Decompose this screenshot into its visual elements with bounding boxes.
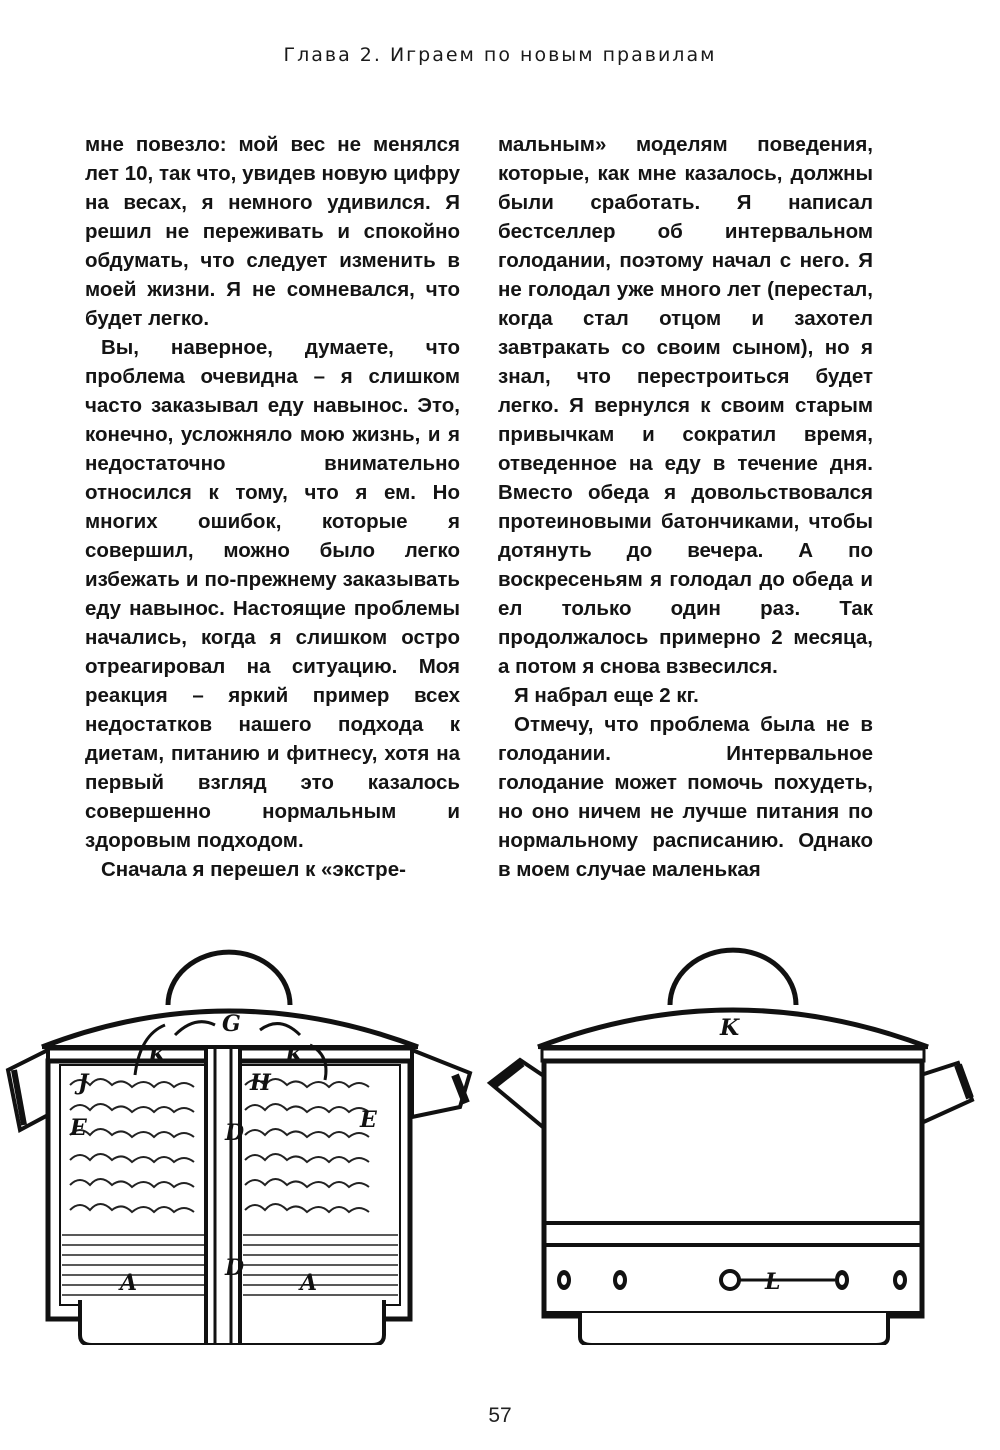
label-a: A (120, 1270, 138, 1296)
label-e: E (360, 1107, 377, 1133)
paragraph: мне повезло: мой вес не менялся лет 10, так что, увидев новую цифру на весах, я немного удивился. Я решил не переживать и спокойно обдумать, что следует изменить в моей жизни. Я не сомневался, что будет легко. (85, 133, 460, 330)
paragraph: мальным» моделям поведения, которые, как мне казалось, должны были сработать. Я написал бестселлер об интервальном голодании, поэтому начал с него. Я не голодал уже много лет (перестал, когда стал отцом и захотел завтракать со своим сыном), но я знал, что перестроиться будет легко. Я вернулся к своим старым привычкам и сократил время, отведенное на еду в течение дня. Вместо обеда я довольствовался протеиновыми батончиками, чтобы дотянуть до вечера. А по воскресеньям я голодал до обеда и ел только один раз. Так продолжалось примерно 2 месяца, а потом я снова взвесился. (498, 133, 873, 678)
label-h: H (250, 1070, 271, 1096)
paragraph: Отмечу, что проблема была не в голодании. Интервальное голодание может помочь похудеть, но оно ничем не лучше питания по нормальному расписанию. Однако в моем случае маленькая (498, 713, 873, 881)
paragraph: Вы, наверное, думаете, что проблема очевидна – я слишком часто заказывал еду навынос. Это, конечно, усложняло мою жизнь, и я недостаточно внимательно относился к тому, что я ем. Но многих ошибок, которые я совершил, можно было легко избежать и по-прежнему заказывать еду навынос. Настоящие проблемы начались, когда я слишком остро отреагировал на ситуацию. Моя реакция – яркий пример всех недостатков нашего подхода к диетам, питанию и фитнесу, хотя на первый взгляд это казалось совершенно нормальным и здоровым подходом. (85, 336, 460, 852)
label-a: A (300, 1270, 318, 1296)
page-number: 57 (488, 1404, 512, 1427)
label-d: D (225, 1120, 245, 1146)
label-l: L (765, 1269, 781, 1295)
label-e: E (70, 1115, 87, 1141)
label-k: K (285, 1043, 305, 1069)
text-column-right (498, 130, 873, 884)
chapter-header: Глава 2. Играем по новым правилам (283, 44, 717, 66)
label-k: K (148, 1043, 168, 1069)
label-g: G (222, 1011, 241, 1037)
pot-exterior-illustration (480, 935, 980, 1345)
paragraph: Я набрал еще 2 кг. (514, 684, 699, 707)
label-d: D (225, 1255, 245, 1281)
label-k: K (720, 1015, 740, 1041)
text-column-left (85, 130, 460, 884)
paragraph: Сначала я перешел к «экстре- (101, 858, 406, 881)
figures-area (0, 935, 1000, 1345)
pot-cross-section-illustration (0, 935, 480, 1345)
label-j: J (78, 1070, 89, 1096)
